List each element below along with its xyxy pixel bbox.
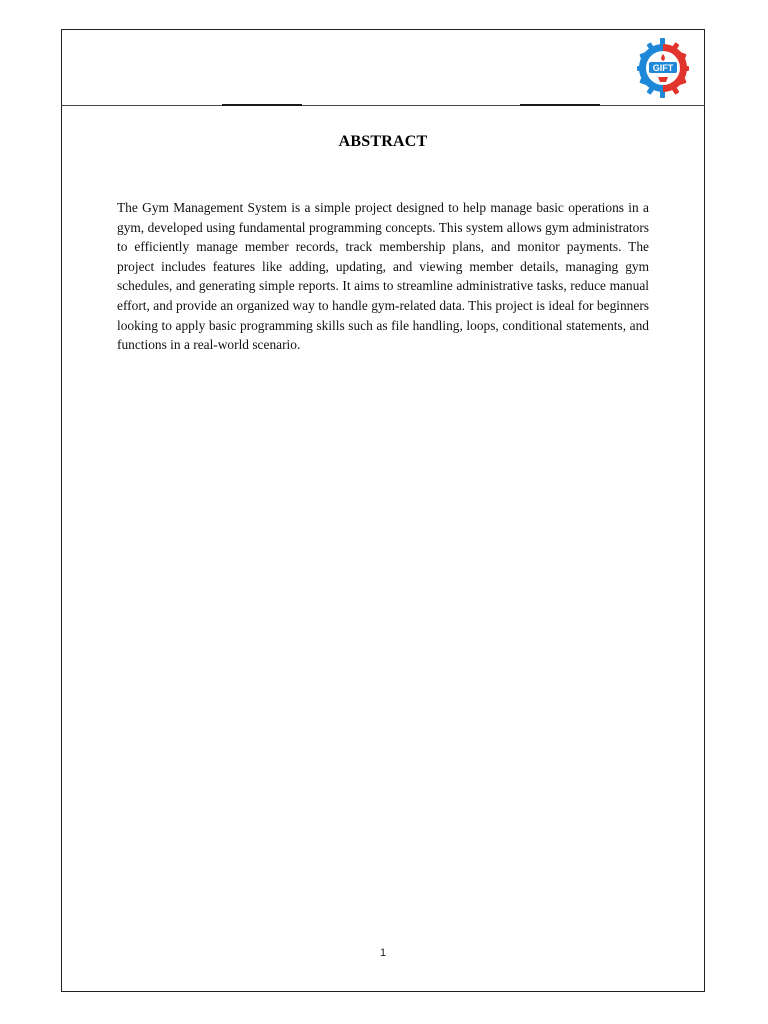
header-divider-accent-left [222,104,302,106]
abstract-paragraph: The Gym Management System is a simple project designed to help manage basic operations in a gym, developed using fundamental programming concepts. This system allows gym administrators to efficiently manage member records, track membership plans, and monitor payments. The project includes features like adding, updating, and viewing member details, managing gym schedules, and generating simple reports. It aims to streamline administrative tasks, reduce manual effort, and provide an organized way to handle gym-related data. This project is ideal for beginners looking to apply basic programming skills such as file handling, loops, conditional statements, and functions in a real-world scenario. [117,200,649,353]
logo-text: GIFT [652,63,674,73]
header-divider [61,105,705,106]
page-number: 1 [379,947,387,959]
page-border [61,29,705,992]
gift-logo [636,36,690,100]
header-divider-accent-right [520,104,600,106]
page-title: ABSTRACT [338,133,428,150]
